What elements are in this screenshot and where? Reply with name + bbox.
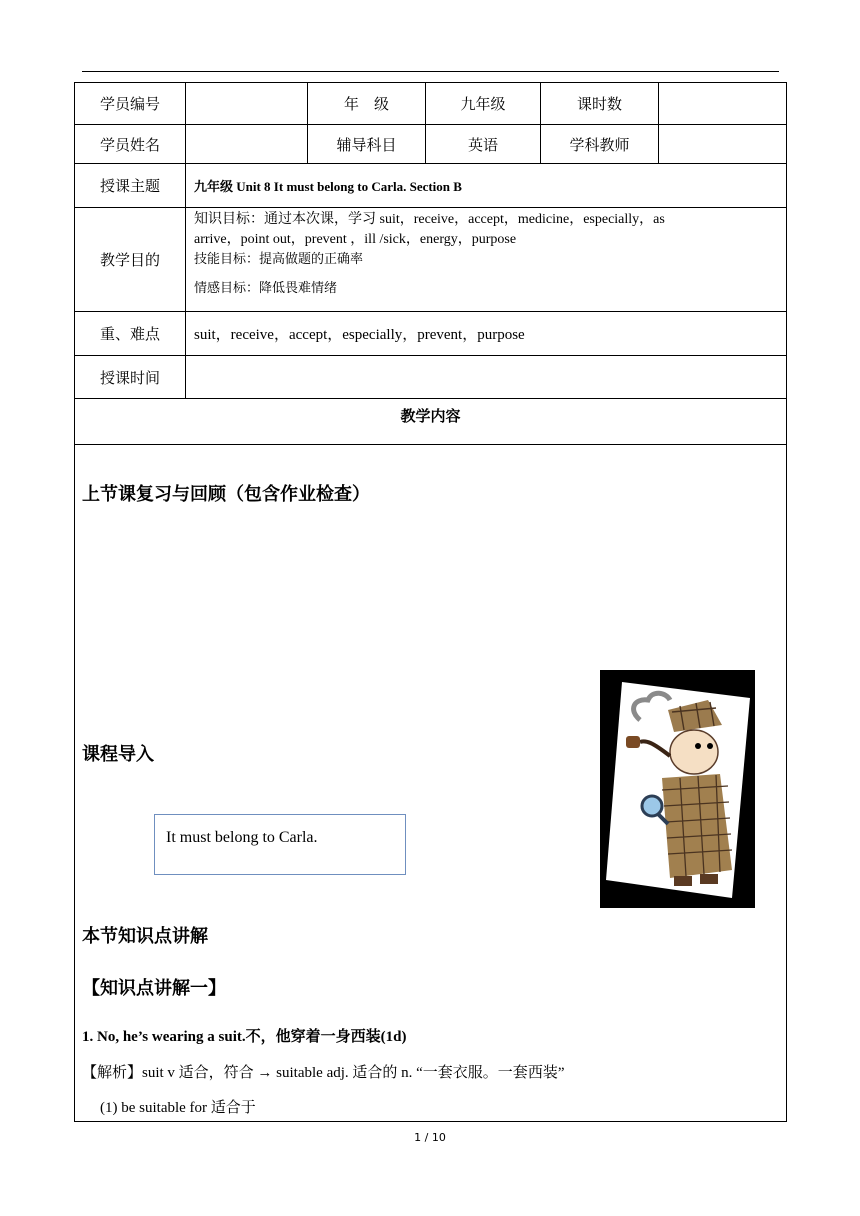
row-id-grade-hours [75, 83, 787, 125]
quote-text: It must belong to Carla. [166, 829, 318, 846]
grade-value: 九年级 [426, 83, 541, 125]
row-name-subject-teacher [75, 125, 787, 164]
label-student-name: 学员姓名 [75, 125, 186, 164]
goal-knowledge-line1: 知识目标：通过本次课，学习 suit，receive，accept，medicine，especially，as [194, 212, 665, 227]
label-goals: 教学目的 [75, 208, 186, 312]
label-time: 授课时间 [75, 356, 186, 399]
label-hours: 课时数 [541, 83, 659, 125]
explain-heading: 本节知识点讲解 [82, 926, 208, 947]
goal-skill: 技能目标：提高做题的正确率 [194, 252, 364, 267]
label-subject: 辅导科目 [308, 125, 426, 164]
row-time [75, 356, 787, 399]
quote-box [154, 814, 406, 875]
label-teacher: 学科教师 [541, 125, 659, 164]
row-goals [75, 208, 787, 312]
row-keypoints [75, 312, 787, 356]
teacher-value [659, 125, 787, 164]
label-grade: 年 级 [308, 83, 426, 125]
point1-heading: 【知识点讲解一】 [82, 978, 226, 999]
time-value [186, 356, 787, 399]
label-student-id: 学员编号 [75, 83, 186, 125]
item-1: (1) be suitable for 适合于 [100, 1100, 256, 1116]
sentence-1: 1. No, he’s wearing a suit.不，他穿着一身西装(1d) [82, 1029, 407, 1045]
content-header: 教学内容 [75, 399, 787, 445]
header-rule [82, 71, 779, 72]
subject-value: 英语 [426, 125, 541, 164]
topic-value: 九年级 Unit 8 It must belong to Carla. Section B [186, 164, 787, 208]
row-topic [75, 164, 787, 208]
label-topic: 授课主题 [75, 164, 186, 208]
keypoints-value: suit，receive，accept，especially，prevent，purpose [186, 312, 787, 356]
intro-heading: 课程导入 [82, 744, 154, 765]
page-number: 1 / 10 [414, 1131, 446, 1144]
analysis-line: 【解析】suit v 适合，符合 → suitable adj. 适合的 n. “一套衣服。一套西装” [82, 1065, 565, 1081]
goals-cell [186, 208, 787, 312]
goal-emotion: 情感目标：降低畏难情绪 [194, 281, 338, 296]
label-keypoints: 重、难点 [75, 312, 186, 356]
detective-illustration [600, 670, 755, 908]
student-id-value [186, 83, 308, 125]
student-name-value [186, 125, 308, 164]
hours-value [659, 83, 787, 125]
review-heading: 上节课复习与回顾（包含作业检查） [82, 484, 370, 505]
goal-knowledge-line2: arrive，point out，prevent ，ill /sick，energy，purpose [194, 232, 517, 247]
lesson-info-table [74, 82, 787, 445]
row-content-header [75, 399, 787, 445]
